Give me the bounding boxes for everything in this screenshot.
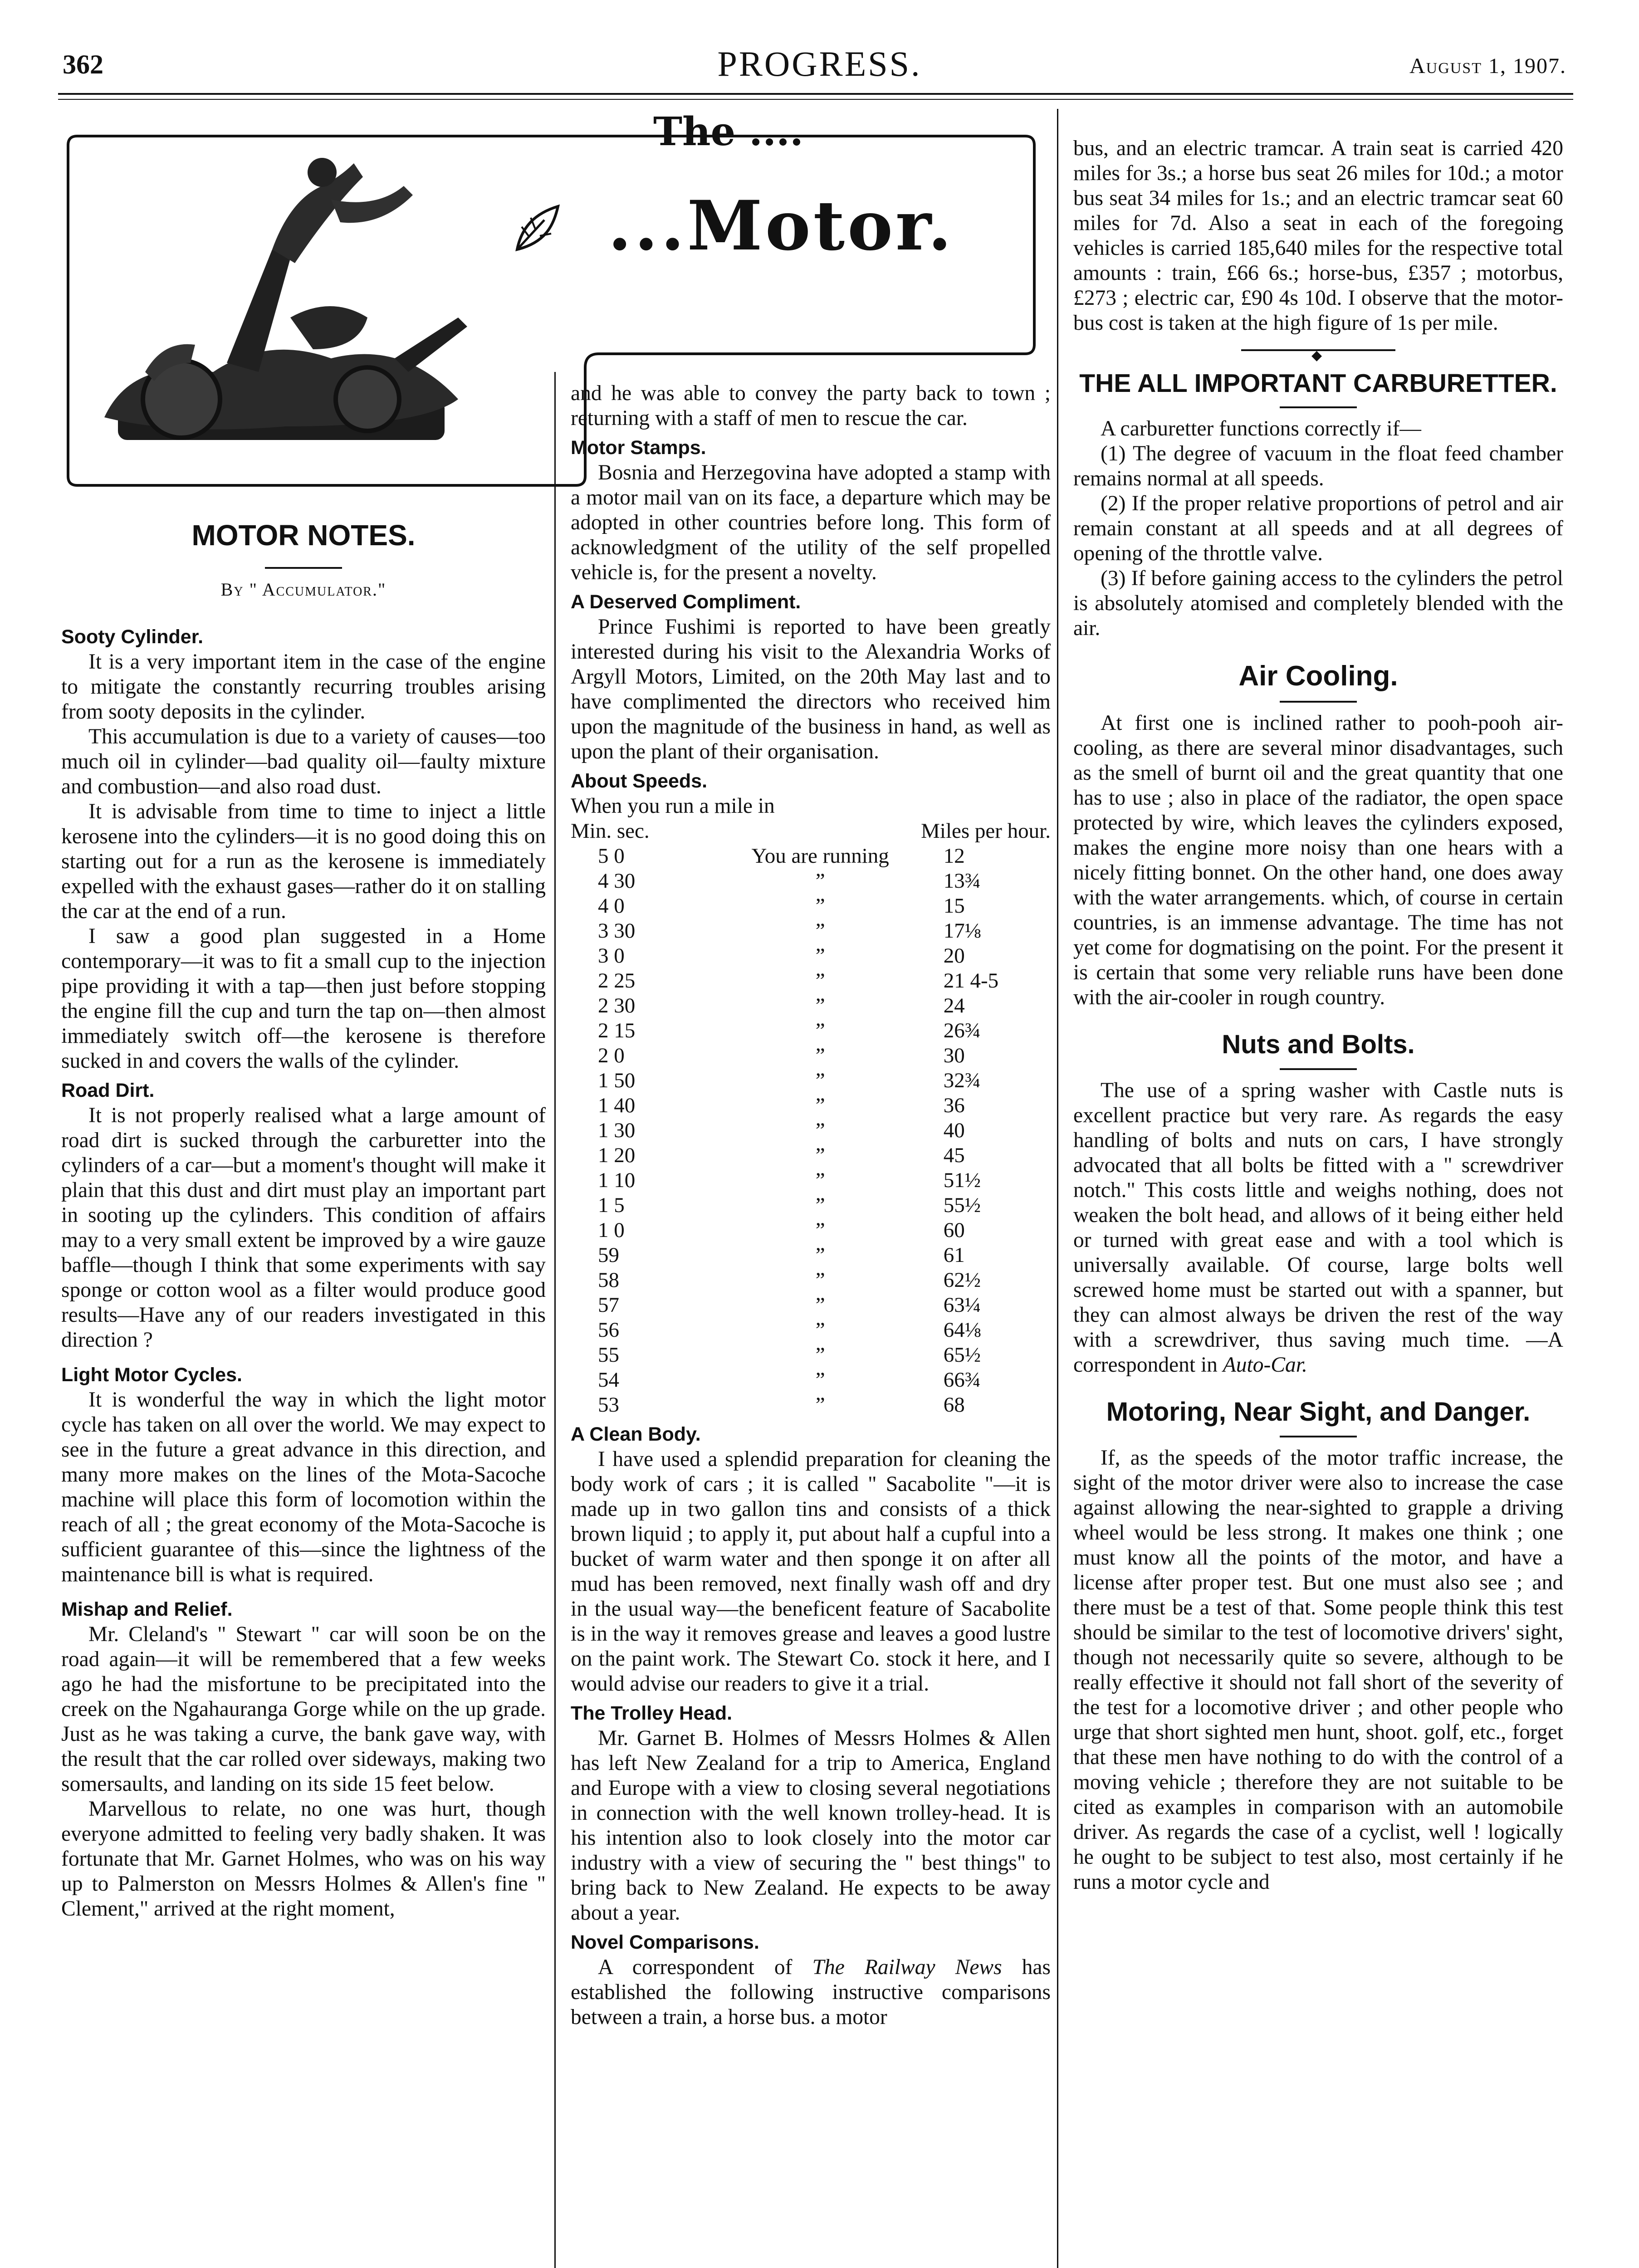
table-row: [571, 1093, 1051, 1118]
table-header: Miles per hour.: [921, 819, 1051, 843]
table-header: [724, 819, 916, 844]
section-heading: About Speeds.: [571, 770, 708, 792]
paragraph: (3) If before gaining access to the cylinders the petrol is absolutely atomised and completely blended with the air.: [1073, 567, 1563, 640]
section-heading: A Deserved Compliment.: [571, 591, 801, 613]
speed-table: [571, 819, 1051, 1418]
carburetter-heading: THE ALL IMPORTANT CARBURETTER.: [1079, 369, 1557, 398]
column-1: [61, 517, 546, 1921]
text: The use of a spring washer with Castle nuts is excellent practice but very rare. As regards the easy handling of bolts and nuts on cars, I have strongly advocated that all bolts be fitted with a " screwdriver notch." This costs little and weighs nothing, does not weaken the bolt head, and allows of it being either held or turned with great ease and with a tool which is universally available. Of course, large bolts well screwed home must be started out with a spanner, but they can almost always be driven the rest of the way with a screwdriver, thus saving much time. —A correspondent in: [1073, 1079, 1563, 1377]
time-cell: 1 50: [598, 1069, 636, 1092]
banner-the: The ....: [653, 109, 803, 155]
ditto-cell: ”: [815, 1293, 825, 1317]
ditto-cell: ”: [815, 1218, 825, 1242]
table-row: [571, 993, 1051, 1018]
mph-cell: 17⅛: [943, 919, 981, 943]
ditto-cell: ”: [815, 919, 825, 943]
ditto-cell: ”: [815, 1168, 825, 1192]
time-cell: 5 0: [598, 844, 625, 868]
table-row: [571, 1068, 1051, 1093]
page-header: [0, 0, 1639, 100]
paragraph: When you run a mile in: [571, 794, 775, 818]
time-cell: 4 0: [598, 894, 625, 918]
table-header: Min. sec.: [571, 819, 650, 843]
air-cooling-heading: Air Cooling.: [1238, 660, 1398, 692]
section-heading: Sooty Cylinder.: [61, 626, 204, 648]
time-cell: 56: [598, 1318, 619, 1342]
time-cell: 58: [598, 1268, 619, 1292]
time-cell: 1 5: [598, 1193, 625, 1217]
leaf-ornament-icon: [508, 200, 572, 259]
header-rule: [58, 93, 1573, 95]
mph-cell: 45: [943, 1144, 965, 1167]
mph-cell: 15: [943, 894, 965, 918]
motor-notes-title: MOTOR NOTES.: [191, 519, 416, 552]
table-row: [571, 1043, 1051, 1068]
time-cell: 1 0: [598, 1218, 625, 1242]
paragraph: (1) The degree of vacuum in the float feed chamber remains normal at all speeds.: [1073, 442, 1563, 490]
time-cell: 2 25: [598, 969, 636, 992]
ditto-cell: ”: [815, 1243, 825, 1267]
mph-cell: 61: [943, 1243, 965, 1267]
page-number: 362: [63, 49, 103, 79]
header-rule-thin: [58, 99, 1573, 100]
paragraph: It is advisable from time to time to inject a little kerosene into the cylinders—it is no good doing this on starting out for a run as the kerosene is immediately expelled with the exhaust gases—rather do it on stalling the car at the end of a run.: [61, 800, 546, 923]
table-row: [571, 1118, 1051, 1143]
table-row: [571, 1243, 1051, 1268]
ditto-cell: ”: [815, 1069, 825, 1092]
table-row: [571, 1368, 1051, 1393]
time-cell: 57: [598, 1293, 619, 1317]
ditto-cell: ”: [815, 1144, 825, 1167]
ditto-cell: ”: [815, 944, 825, 968]
paragraph: Mr. Cleland's " Stewart " car will soon be on the road again—it will be remembered that a few weeks ago he had the misfortune to be precipitated into the creek on the Ngahauranga Gorge while on the up grade. Just as he was taking a curve, the bank gave way, with the result that the car rolled over sideways, making two somersaults, and landing on its side 15 feet below.: [61, 1623, 546, 1796]
mph-cell: 36: [943, 1094, 965, 1117]
issue-date: August 1, 1907.: [1409, 54, 1566, 78]
ditto-cell: ”: [815, 1343, 825, 1367]
section-heading: The Trolley Head.: [571, 1702, 733, 1724]
paragraph: At first one is inclined rather to pooh-pooh air-cooling, as there are several minor disadvantages, such as the smell of burnt oil and the great quantity that one has to use ; also in place of the radiator, the open space protected by wire, which leaves the cylinders exposed, makes the engine more noisy than one hears with a nicely fitting bonnet. On the other hand, one does away with the water arrangements. which, of course in certain countries, is an immense advantage. The time has not yet come for dogmatising on the point. For the present it is certain that some very reliable runs have been done with the air-cooler in rough country.: [1073, 711, 1563, 1009]
paragraph: I have used a splendid preparation for cleaning the body work of cars ; it is called " Sacabolite "—it is made up in two gallon tins and consists of a thick brown liquid ; to apply it, put about half a cupful into a bucket of warm water and then sponge it on after all mud has been removed, next finally wash off and dry in the usual way—the beneficent feature of Sacabolite is in the way it removes grease and leaves a good lustre on the paint work. The Stewart Co. stock it here, and I would advise our readers to give it a trial.: [571, 1447, 1051, 1696]
ditto-cell: ”: [815, 1368, 825, 1392]
section-heading: Mishap and Relief.: [61, 1598, 233, 1620]
rule: [1280, 1068, 1357, 1070]
table-row: [571, 1218, 1051, 1243]
paragraph: I saw a good plan suggested in a Home contemporary—it was to fit a small cup to the injection pipe providing it with a tap—then just before stopping the engine fill the cup and turn the tap on—then almost immediately switch off—the kerosene is therefore sucked in and covers the walls of the cylinder.: [61, 924, 546, 1073]
publication-name: Auto-Car.: [1223, 1353, 1307, 1377]
table-row: [571, 844, 1051, 869]
text: has established the following instructive comparisons between a train, a horse bus. a motor: [571, 1955, 1051, 2029]
paragraph: (2) If the proper relative proportions of petrol and air remain constant at all speeds and at all degrees of opening of the throttle valve.: [1073, 492, 1563, 565]
ditto-cell: ”: [815, 1193, 825, 1217]
table-row: [571, 919, 1051, 943]
section-heading: Road Dirt.: [61, 1080, 155, 1101]
table-row: [571, 1018, 1051, 1043]
time-cell: 53: [598, 1393, 619, 1417]
near-sight-heading: Motoring, Near Sight, and Danger.: [1106, 1397, 1531, 1427]
mph-cell: 26¾: [943, 1019, 981, 1042]
column-divider-1: [554, 372, 556, 2268]
ditto-cell: You are running: [751, 844, 889, 868]
time-cell: 1 30: [598, 1119, 636, 1142]
time-cell: 1 20: [598, 1144, 636, 1167]
mph-cell: 66¾: [943, 1368, 981, 1392]
time-cell: 4 30: [598, 869, 636, 893]
table-row: [571, 894, 1051, 919]
table-row: [571, 869, 1051, 894]
time-cell: 55: [598, 1343, 619, 1367]
paragraph: Prince Fushimi is reported to have been greatly interested during his visit to the Alexandria Works of Argyll Motors, Limited, on the 20th May last and to have complimented the directors who received him upon the magnitude of the business in hand, as well as upon the plant of their organisation.: [571, 615, 1051, 763]
paragraph: [1073, 1078, 1563, 1378]
mph-cell: 64⅛: [943, 1318, 981, 1342]
section-heading: Light Motor Cycles.: [61, 1364, 242, 1386]
paragraph: Bosnia and Herzegovina have adopted a stamp with a motor mail van on its face, a departure which may be adopted in other countries before long. This form of acknowledgment of the utility of the self propelled vehicle is, for the present a novelty.: [571, 461, 1051, 584]
table-row: [571, 1268, 1051, 1293]
table-row: [571, 1168, 1051, 1193]
time-cell: 2 30: [598, 994, 636, 1017]
time-cell: 2 0: [598, 1044, 625, 1067]
section-heading: Motor Stamps.: [571, 437, 706, 459]
paragraph: bus, and an electric tramcar. A train seat is carried 420 miles for 3s.; a horse bus seat 26 miles for 10d.; a motor bus seat 34 miles for 1s.; and an electric tramcar seat 60 miles for 7d. Also a seat in each of the foregoing vehicles is carried 185,640 miles for the respective total amounts : train, £66 6s.; horse-bus, £357 ; motorbus, £273 ; electric car, £90 4s 10d. I observe that the motor-bus cost is taken at the high figure of 1s per mile.: [1073, 137, 1563, 335]
rule: [1280, 1436, 1357, 1437]
table-row: [571, 943, 1051, 968]
mph-cell: 30: [943, 1044, 965, 1067]
mph-cell: 21 4-5: [943, 969, 999, 992]
mph-cell: 40: [943, 1119, 965, 1142]
column-divider-2: [1057, 109, 1058, 2268]
table-row: [571, 968, 1051, 993]
rule: [265, 567, 342, 569]
table-row: [571, 1293, 1051, 1318]
paragraph: This accumulation is due to a variety of causes—too much oil in cylinder—bad quality oil—faulty mixture and combustion—and also road dust.: [61, 725, 546, 798]
section-heading: Novel Comparisons.: [571, 1931, 759, 1953]
table-row: [571, 1193, 1051, 1218]
mph-cell: 68: [943, 1393, 965, 1417]
table-header-row: [571, 819, 1051, 844]
ditto-cell: ”: [815, 1044, 825, 1067]
paragraph: It is not properly realised what a large amount of road dirt is sucked through the carburetter into the cylinders of a car—but a moment's thought will make it plain that this dust and dirt must play an important part in sooting up the cylinders. This condition of affairs may to a very small extent be improved by a wire gauze baffle—though I think that some experiments with say sponge or cotton wool as a filter would produce good results—Have any of our readers investigated in this direction ?: [61, 1104, 546, 1352]
mph-cell: 62½: [943, 1268, 981, 1292]
motor-sculpture-illustration: [77, 145, 485, 463]
table-row: [571, 1318, 1051, 1343]
ornament-rule: [1241, 348, 1395, 363]
section-heading: A Clean Body.: [571, 1423, 701, 1445]
paragraph: If, as the speeds of the motor traffic increase, the sight of the motor driver were also to increase the case against allowing the near-sighted to grapple a driving wheel would be less strong. It makes one think ; one must know all the points of the motor, and have a license after proper test. But one must also see ; and there must be a test of that. Some people think this test should be similar to the test of locomotive drivers' sight, though not necessarily quite so severe, although to be really effective it should not fall short of the severity of the test for a locomotive driver ; and other people who urge that short sighted men hunt, shoot. golf, etc., forget that these men have nothing to do with the control of a moving vehicle ; therefore they are not suitable to be cited as examples in comparison with an automobile driver. As regards the case of a cyclist, well ! logically he ought to be subject to test also, most certainly if he runs a motor cycle and: [1073, 1446, 1563, 1894]
column-3: [1073, 136, 1563, 1895]
column-2: [571, 381, 1051, 2030]
time-cell: 1 40: [598, 1094, 636, 1117]
time-cell: 2 15: [598, 1019, 636, 1042]
mph-cell: 63¼: [943, 1293, 981, 1317]
paragraph: [571, 1955, 1051, 2030]
running-title: PROGRESS.: [717, 44, 922, 83]
time-cell: 1 10: [598, 1168, 636, 1192]
ditto-cell: ”: [815, 1393, 825, 1417]
table-row: [571, 1343, 1051, 1368]
mph-cell: 65½: [943, 1343, 981, 1367]
ditto-cell: ”: [815, 994, 825, 1017]
byline: By " Accumulator.": [220, 579, 387, 600]
time-cell: 3 0: [598, 944, 625, 968]
table-row: [571, 1393, 1051, 1418]
time-cell: 59: [598, 1243, 619, 1267]
ditto-cell: ”: [815, 869, 825, 893]
ditto-cell: ”: [815, 1268, 825, 1292]
mph-cell: 20: [943, 944, 965, 968]
paragraph: It is a very important item in the case of the engine to mitigate the constantly recurring troubles arising from sooty deposits in the cylinder.: [61, 650, 546, 723]
table-row: [571, 1143, 1051, 1168]
paragraph: Marvellous to relate, no one was hurt, though everyone admitted to feeling very badly shaken. It was fortunate that Mr. Garnet Holmes, who was on his way up to Palmerston on Messrs Holmes & Allen's fine " Clement," arrived at the right moment,: [61, 1797, 546, 1921]
mph-cell: 13¾: [943, 869, 981, 893]
time-cell: 3 30: [598, 919, 636, 943]
diamond-icon: ◆: [1311, 348, 1322, 363]
ditto-cell: ”: [815, 1094, 825, 1117]
rule: [1280, 701, 1357, 703]
ditto-cell: ”: [815, 1119, 825, 1142]
time-cell: 54: [598, 1368, 619, 1392]
paragraph: Mr. Garnet B. Holmes of Messrs Holmes & Allen has left New Zealand for a trip to America, England and Europe with a view to closing several negotiations in connection with the well known trolley-head. It is his intention also to look closely into the motor car industry with a view of securing the " best things" to bring back to New Zealand. He expects to be away about a year.: [571, 1726, 1051, 1925]
mph-cell: 12: [943, 844, 965, 868]
ditto-cell: ”: [815, 969, 825, 992]
mph-cell: 55½: [943, 1193, 981, 1217]
mph-cell: 32¾: [943, 1069, 981, 1092]
speed-rows: [571, 844, 1051, 1418]
text: A correspondent of: [598, 1955, 812, 1979]
nuts-bolts-heading: Nuts and Bolts.: [1222, 1030, 1415, 1059]
ditto-cell: ”: [815, 1318, 825, 1342]
mph-cell: 60: [943, 1218, 965, 1242]
banner-motor-title: ...Motor.: [608, 186, 954, 266]
ditto-cell: ”: [815, 894, 825, 918]
paragraph: and he was able to convey the party back to town ; returning with a staff of men to rescue the car.: [571, 381, 1051, 430]
paragraph: A carburetter functions correctly if—: [1101, 417, 1421, 440]
ditto-cell: ”: [815, 1019, 825, 1042]
mph-cell: 51½: [943, 1168, 981, 1192]
publication-name: The Railway News: [812, 1955, 1002, 1979]
rule: [1280, 406, 1357, 408]
mph-cell: 24: [943, 994, 965, 1017]
paragraph: It is wonderful the way in which the light motor cycle has taken on all over the world. We may expect to see in the future a great advance in this direction, and many more makes on the lines of the Mota-Sacoche machine will place this form of locomotion within the reach of all ; the great economy of the Mota-Sacoche is sufficient guarantee of this—since the lightness of the maintenance bill is what is required.: [61, 1388, 546, 1586]
